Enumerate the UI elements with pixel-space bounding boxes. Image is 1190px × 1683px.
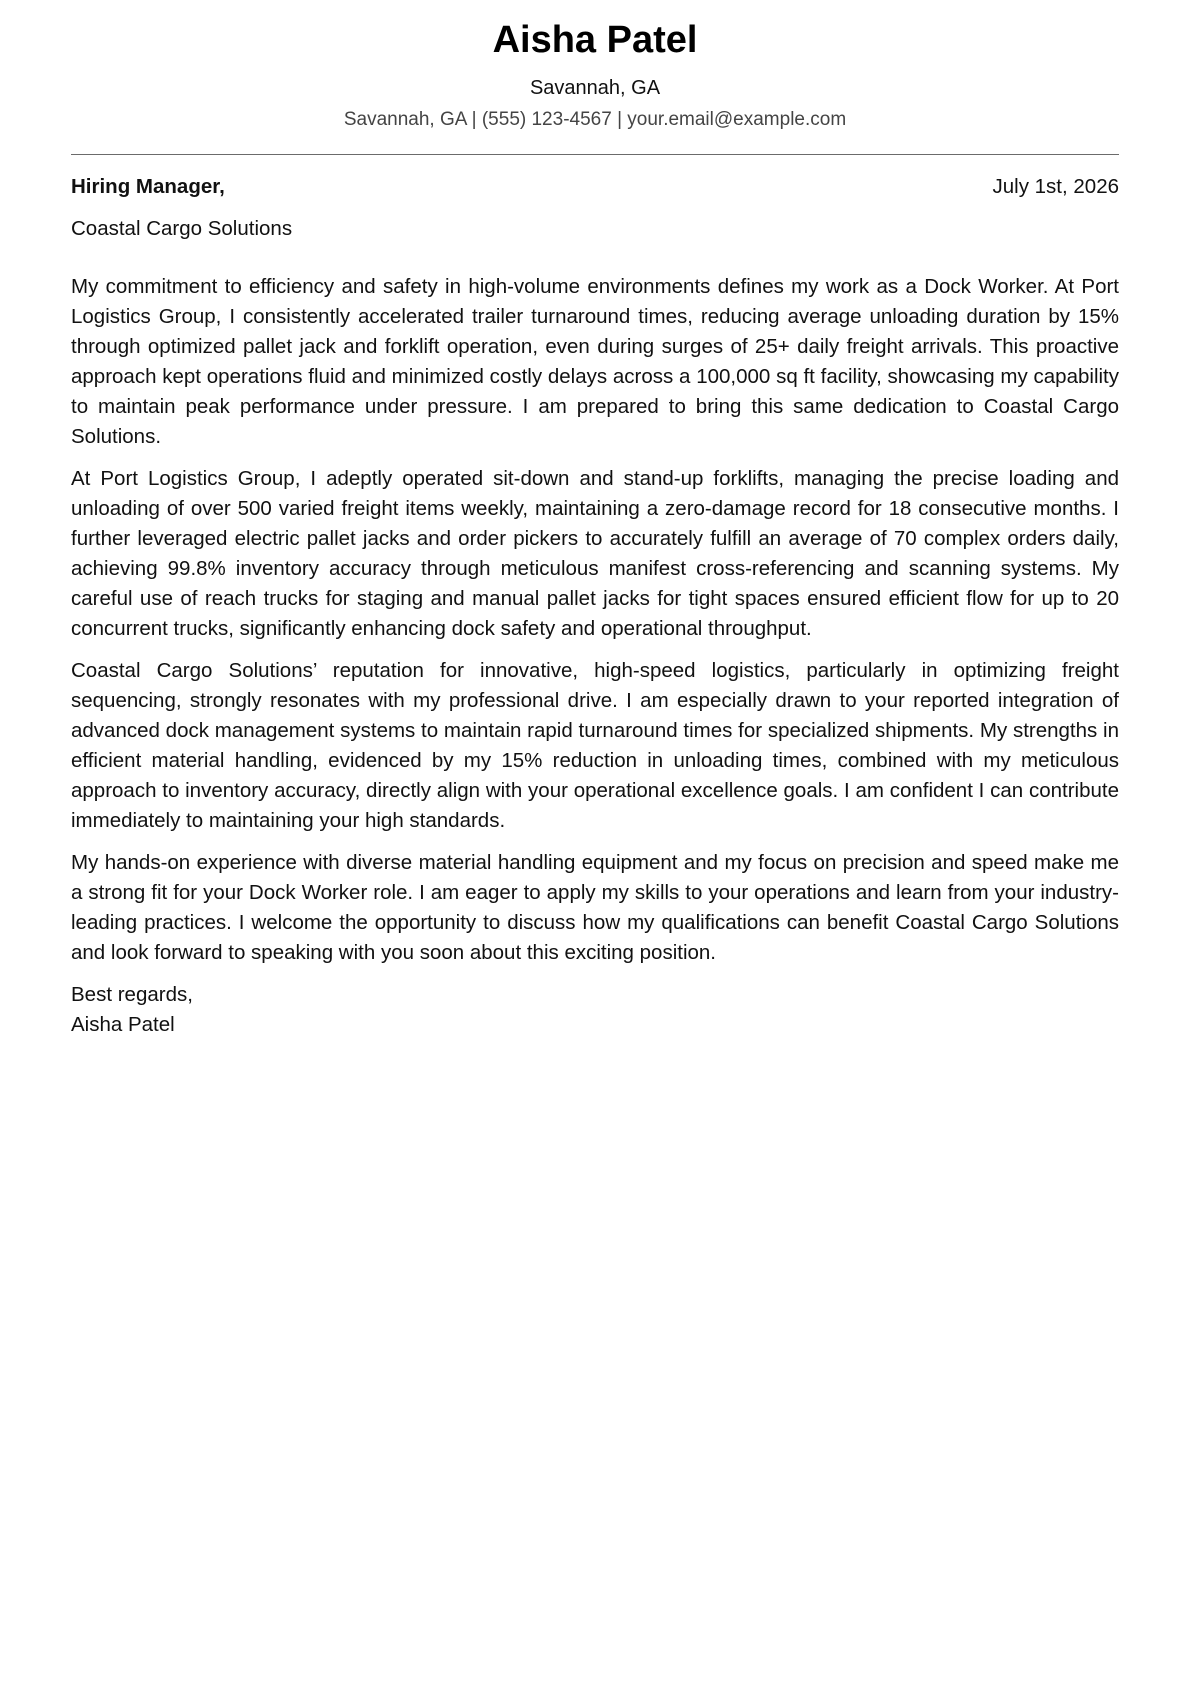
contact-line: Savannah, GA | (555) 123-4567 | your.email@example.com xyxy=(343,109,847,130)
applicant-name: Aisha Patel xyxy=(492,19,698,61)
header-divider xyxy=(71,154,1119,155)
letter-closing xyxy=(71,980,1119,1040)
recipient-date-row xyxy=(71,172,1119,202)
closing-phrase: Best regards, xyxy=(71,983,193,1006)
body-paragraph: My hands-on experience with diverse material handling equipment and my focus on precision and speed make me a strong fit for your Dock Worker role. I am eager to apply my skills to your operations and learn from your industry-leading practices. I welcome the opportunity to discuss how my qualifications can benefit Coastal Cargo Solutions and look forward to speaking with you soon about this exciting position. xyxy=(71,851,1119,964)
applicant-location: Savannah, GA xyxy=(529,77,661,99)
body-paragraph: My commitment to efficiency and safety in high-volume environments defines my work as a Dock Worker. At Port Logistics Group, I consistently accelerated trailer turnaround times, reducing average unloading duration by 15% through optimized pallet jack and forklift operation, even during surges of 25+ daily freight arrivals. This proactive approach kept operations fluid and minimized costly delays across a 100,000 sq ft facility, showcasing my capability to maintain peak performance under pressure. I am prepared to bring this same dedication to Coastal Cargo Solutions. xyxy=(71,275,1119,448)
recipient-salutation: Hiring Manager, xyxy=(71,175,225,198)
letter-header xyxy=(71,0,1119,134)
signature-name: Aisha Patel xyxy=(71,1013,175,1036)
body-paragraph: At Port Logistics Group, I adeptly operated sit-down and stand-up forklifts, managing the precise loading and unloading of over 500 varied freight items weekly, maintaining a zero-damage record for 18 consecutive months. I further leveraged electric pallet jacks and order pickers to accurately fulfill an average of 70 complex orders daily, achieving 99.8% inventory accuracy through meticulous manifest cross-referencing and scanning systems. My careful use of reach trucks for staging and manual pallet jacks for tight spaces ensured efficient flow for up to 20 concurrent trucks, significantly enhancing dock safety and operational throughput. xyxy=(71,467,1119,640)
letter-date: July 1st, 2026 xyxy=(992,175,1119,198)
letter-body xyxy=(71,272,1119,968)
body-paragraph: Coastal Cargo Solutions’ reputation for innovative, high-speed logistics, particularly in optimizing freight sequencing, strongly resonates with my professional drive. I am especially drawn to your reported integration of advanced dock management systems to maintain rapid turnaround times for specialized shipments. My strengths in efficient material handling, evidenced by my 15% reduction in unloading times, combined with my meticulous approach to inventory accuracy, directly align with your operational excellence goals. I am confident I can contribute immediately to maintaining your high standards. xyxy=(71,659,1119,832)
company-name: Coastal Cargo Solutions xyxy=(71,217,293,240)
